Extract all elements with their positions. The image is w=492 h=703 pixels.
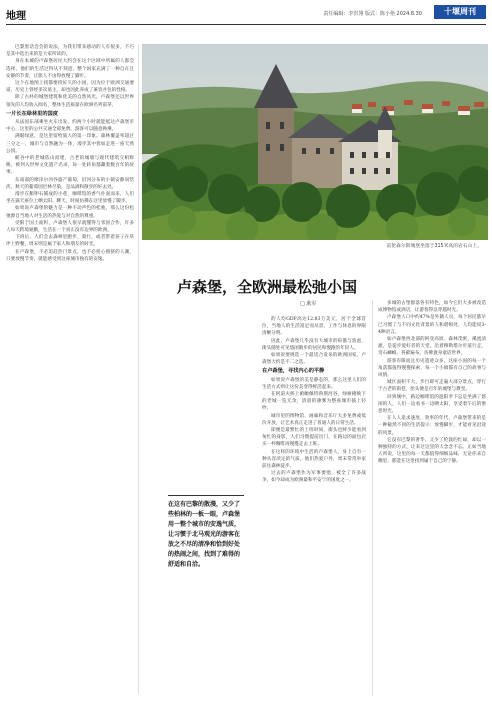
paragraph: 峡谷中的老城依山而建，古老的城墙与现代建筑交相辉映，被列入世界文化遗产名录，每一处转角都藏着数百年的故事。 <box>6 156 134 176</box>
paragraph: 漫步在鹅卵石铺成的小巷，咖啡馆的香气扑面而来，人们坐在露天座位上晒太阳、聊天，时间仿佛在这里放慢了脚步。 <box>6 192 134 205</box>
subheading: 一片长在绿林里的国度 <box>6 110 58 117</box>
paragraph: 身在本城的卢森堡居民大约会在这个区域中所属的人都会选择，他们的生活过得从不刻意，整个国家充满了一种自在且安静的节奏，让旅人不由得放慢了脚步。 <box>6 59 134 79</box>
paragraph: 如果说卢森堡的魅力是一种不动声色的松弛，那么这份松弛源自当地人对生活的热爱与对自然的尊重。 <box>6 206 134 219</box>
paragraph: 城区面积不大，步行即可走遍大部分景点，穿行于古老的街巷，抬头便是百年的城堡与教堂。 <box>378 380 486 393</box>
paragraph: 在这样的环境中生活的卢森堡人，身上自有一种从容淡定的气质。他们热爱户外，周末常常举家前往森林徒步。 <box>262 449 366 470</box>
paragraph: 从法国东部乘坐火车出发，约两个小时就能抵达卢森堡市中心，这里的公共交通全部免费，游客可以随意换乘。 <box>6 120 134 133</box>
paragraph: 巴黎黑话会会的说法，为我们带来感动的人有很多，不巧是其中选出来的是大家所读的。 <box>6 45 134 58</box>
castle-photo <box>142 44 488 240</box>
paragraph: 游客有限而且历史遗迹众多，这座小国的每一个角落都值得慢慢探索，每一个小镇都有自己的故事与风情。 <box>378 358 486 379</box>
paragraph: 这个在地图上找都要找好久的小国，因为位于欧洲交通要道，历史上曾经多次易主，却也因此养成了兼容并包的性格。 <box>6 81 134 94</box>
paragraph: 卢森堡人口中约47%是外籍人员，每个居民都早已习惯了与不同文化背景的人和谐相处，人均能说3-4种语言。 <box>378 315 486 335</box>
article-byline: □ 耿军 <box>300 301 317 307</box>
paragraph: 过去的卢森堡作为军事要塞，被全了许多战争，如今却成为欧洲最和平安宁的国度之一。 <box>262 471 366 484</box>
paragraph: 受限于国土面积，卢森堡人很早就懂得与邻国合作，许多人每天跨境通勤，生活在一个真正没有边界的欧洲。 <box>6 220 134 234</box>
column-divider <box>138 44 139 694</box>
column-divider <box>372 300 373 695</box>
photo-caption: 雷伦森尔斯城堡坐落于315米高的岩石山上。 <box>386 244 482 249</box>
paragraph: 它没有巴黎的奢华，又少了伦敦的忙碌，却以一种独特的方式，让来过这里的人念念不忘。正如当地人所说，这里的每一天都值得细细品味，无论你来自哪里，都能在这里找到属于自己的宁静。 <box>378 437 486 465</box>
header-rule <box>6 24 486 25</box>
paragraph: 如果说卢森堡的美是静态的，那么这里人们的生活方式则让这份美变得鲜活起来。 <box>262 377 366 390</box>
paragraph: 因此，卢森堡几乎没有大城市的喧嚣与焦虑，街头随处可见悠闲散步的居民和慢跑的年轻人。 <box>262 338 366 351</box>
paragraph: 同到城中，路边咖啡馆的遮阳伞下总是坐满了悠闲的人，人们一边看书一边晒太阳，享受着午后的惬意时光。 <box>378 394 486 415</box>
article-column-3 <box>378 300 486 699</box>
paragraph: 多城的古堡群落各有特色，如今它们大多被改造成博物馆或酒店，让游客得以穿越时光。 <box>378 301 486 314</box>
paragraph: 在阿道夫桥上俯瞰佩特鲁斯河谷，绿树掩映下的老城一览无余，清晨的薄雾为整座城市披上轻纱。 <box>262 392 366 412</box>
paragraph: 在人人追求速度、效率的年代，卢森堡带来的是一种截然不同的生活提示：放慢脚步，才能看见沿途的风景。 <box>378 416 486 436</box>
paragraph: 如卢森堡西北部的阿登高原，森林茂密，溪流清澈，是徒步爱好者的天堂。沿着穆勒塔尔步道行走，奇石嶙峋、苔藓遍布，仿佛置身童话世界。 <box>378 337 486 357</box>
paragraph: 除了古朴的城堡建筑和优美的自然风光，卢森堡还以世界领先的人均收入闻名，整体生活质量在欧洲名列前茅。 <box>6 95 134 108</box>
masthead-logo: 十堰周刊 <box>434 5 486 19</box>
paragraph: 如果说要挑选一个最适合发呆的欧洲国家，卢森堡大约是不二之选。 <box>262 353 366 366</box>
paragraph: 城市里的博物馆、画廊和音乐厅大多免费或低价开放，让艺术真正走进了普通人的日常生活。 <box>262 413 366 426</box>
paragraph: 的人均GDP高达12.83万美元，居于全球首位，当地人的生活富足而从容，工作与休息的界限清晰分明。 <box>262 317 366 337</box>
paragraph: 即便是最繁忙的上班时间，街头也鲜少能看到匆忙的身影，人们习惯提前出门，在路边的面包店买一杯咖啡再慢慢走去上班。 <box>262 428 366 448</box>
section-title: 地理 <box>6 11 26 22</box>
paragraph: 东南部的摩泽尔河谷盛产葡萄，沿河分布的小镇安静而恬淡，秋天的葡萄园层林尽染，是品酒和散步的好去处。 <box>6 177 134 190</box>
subheading: 在卢森堡，寻找内心的平静 <box>262 368 325 375</box>
article-column-2 <box>262 316 366 699</box>
article-title: 卢森堡，全欧洲最松弛小国 <box>176 278 357 296</box>
paragraph: 满眼绿意，是这里留给旅人的第一印象。森林覆盖率超过三分之一，城市与自然融为一体，漫步其中犹如走进一座天然公园。 <box>6 134 134 154</box>
article-column-1 <box>6 44 134 699</box>
editor-meta: 责任编辑：李洪翎 版式：陈小艳 2024.8.30 <box>323 11 422 17</box>
page-header <box>0 0 492 24</box>
pull-quote: 在这有巴黎的散漫，又少了些柏林的一板一眼，卢森堡用一整个城市的安逸气质，让习惯于北马观光的游客在放之不尽的清净和恰到好处的热闹之间，找到了难得的舒适和自洽。 <box>168 495 244 570</box>
paragraph: 在卢森堡，不必追赶热门景点，也不必担心拥挤的人潮，只要放慢节奏，就能感受到这座城市独有的安逸。 <box>6 249 134 262</box>
paragraph: 下班后，人们会去森林里跑步、骑行，或者带着孩子在草坪上野餐，周末则是属于家人和朋友的时光。 <box>6 235 134 248</box>
